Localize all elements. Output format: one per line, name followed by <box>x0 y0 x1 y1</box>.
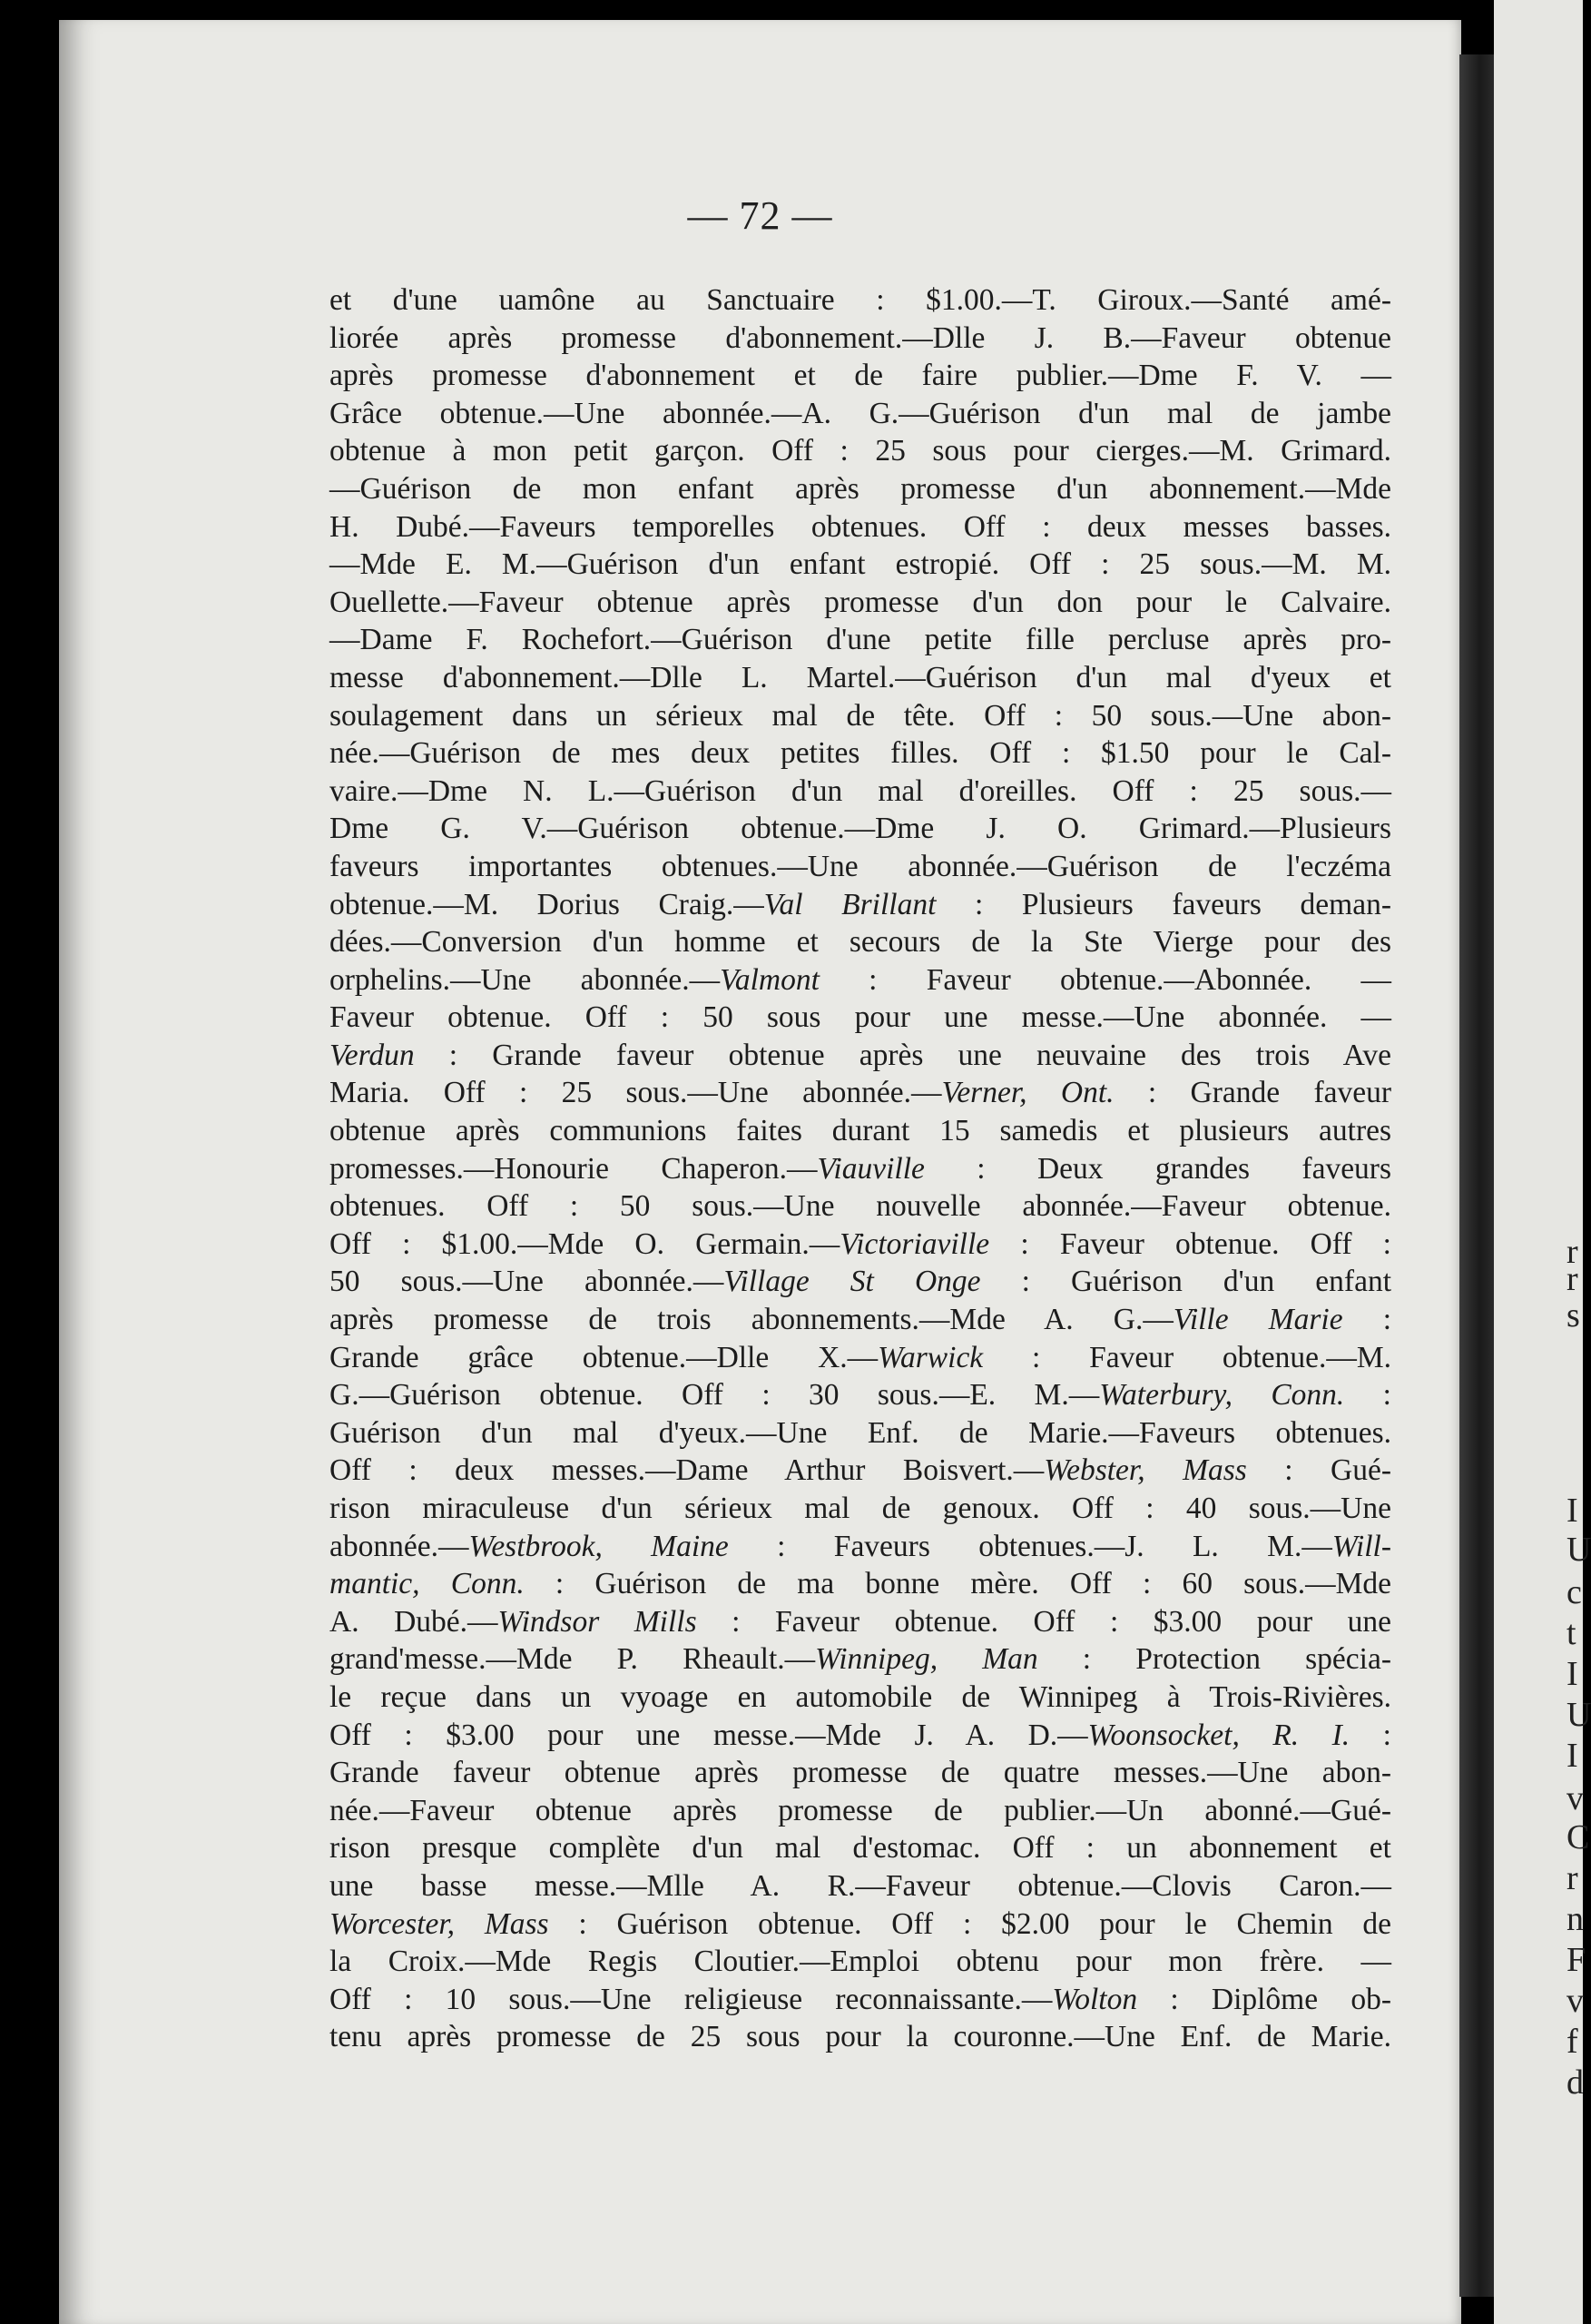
text-line: Grande faveur obtenue après promesse de quatre messes.—Une abon- <box>329 1756 1391 1790</box>
text-line: Guérison d'un mal d'yeux.—Une Enf. de Marie.—Faveurs obtenues. <box>329 1415 1391 1450</box>
text-line: A. Dubé.—Windsor Mills : Faveur obtenue. Off : $3.00 pour une <box>329 1604 1391 1639</box>
next-page-fragment: r <box>1566 1859 1578 1897</box>
text-line: 50 sous.—Une abonnée.—Village St Onge : Guérison d'un enfant <box>329 1265 1391 1299</box>
text-line: liorée après promesse d'abonnement.—Dlle J. B.—Faveur obtenue <box>329 320 1391 355</box>
text-line: messe d'abonnement.—Dlle L. Martel.—Guérison d'un mal d'yeux et <box>329 660 1391 694</box>
text-line: faveurs importantes obtenues.—Une abonnée.—Guérison de l'eczéma <box>329 849 1391 883</box>
text-line: G.—Guérison obtenue. Off : 30 sous.—E. M.—Waterbury, Conn. : <box>329 1378 1391 1413</box>
next-page-fragment: U <box>1566 1531 1591 1569</box>
next-page-fragment: f <box>1566 2023 1578 2061</box>
text-line: abonnée.—Westbrook, Maine : Faveurs obtenues.—J. L. M.—Will- <box>329 1529 1391 1563</box>
text-line: Worcester, Mass : Guérison obtenue. Off : $2.00 pour le Chemin de <box>329 1906 1391 1941</box>
text-line: Grande grâce obtenue.—Dlle X.—Warwick : Faveur obtenue.—M. <box>329 1340 1392 1374</box>
next-page-fragment: t <box>1566 1614 1576 1652</box>
text-line: après promesse de trois abonnements.—Mde A. G.—Ville Marie : <box>329 1303 1392 1337</box>
text-line: dées.—Conversion d'un homme et secours de la Ste Vierge pour des <box>329 925 1391 960</box>
text-line: tenu après promesse de 25 sous pour la couronne.—Une Enf. de Marie. <box>329 2020 1391 2054</box>
text-line: le reçue dans un vyoage en automobile de Winnipeg à Trois-Rivières. <box>329 1679 1391 1714</box>
text-line: rison miraculeuse d'un sérieux mal de genoux. Off : 40 sous.—Une <box>329 1492 1391 1525</box>
text-line: et d'une uamône au Sanctuaire : $1.00.—T. Giroux.—Santé amé- <box>329 283 1391 317</box>
text-line: rison presque complète d'un mal d'estomac. Off : un abonnement et <box>329 1831 1391 1866</box>
page-number: — 72 — <box>687 193 833 238</box>
text-line: soulagement dans un sérieux mal de tête. Off : 50 sous.—Une abon- <box>329 698 1391 733</box>
next-page-fragment: c <box>1566 1573 1582 1611</box>
text-line: obtenues. Off : 50 sous.—Une nouvelle abonnée.—Faveur obtenue. <box>329 1189 1391 1224</box>
next-page-fragment: I <box>1566 1737 1578 1775</box>
text-line: née.—Faveur obtenue après promesse de publier.—Un abonné.—Gué- <box>329 1793 1391 1827</box>
text-line: Off : $3.00 pour une messe.—Mde J. A. D.—Woonsocket, R. I. : <box>329 1718 1391 1752</box>
next-page-fragment: n <box>1566 1900 1584 1938</box>
text-line: une basse messe.—Mlle A. R.—Faveur obtenue.—Clovis Caron.— <box>329 1868 1391 1903</box>
book-page <box>59 20 1461 2324</box>
next-page-fragment: d <box>1566 2063 1584 2102</box>
text-line: —Mde E. M.—Guérison d'un enfant estropié. Off : 25 sous.—M. M. <box>329 547 1391 582</box>
text-line: Ouellette.—Faveur obtenue après promesse d'un don pour le Calvaire. <box>329 585 1391 619</box>
text-line: H. Dubé.—Faveurs temporelles obtenues. Off : deux messes basses. <box>329 509 1391 544</box>
next-page-fragment: v <box>1566 1982 1584 2020</box>
next-page-fragment: I <box>1566 1655 1578 1693</box>
text-line: Off : $1.00.—Mde O. Germain.—Victoriaville : Faveur obtenue. Off : <box>329 1226 1391 1261</box>
text-line: vaire.—Dme N. L.—Guérison d'un mal d'oreilles. Off : 25 sous.— <box>329 773 1391 808</box>
next-page-fragment: s <box>1566 1296 1580 1334</box>
text-line: grand'messe.—Mde P. Rheault.—Winnipeg, Man : Protection spécia- <box>329 1642 1391 1677</box>
next-page-fragment: C <box>1566 1818 1590 1856</box>
next-page-fragment: I <box>1566 1492 1578 1530</box>
text-line: Off : 10 sous.—Une religieuse reconnaissante.—Wolton : Diplôme ob- <box>329 1982 1391 2016</box>
text-line: obtenue à mon petit garçon. Off : 25 sous pour cierges.—M. Grimard. <box>329 434 1391 468</box>
text-line: —Guérison de mon enfant après promesse d'un abonnement.—Mde <box>329 471 1391 506</box>
book-spine <box>1459 54 1494 2297</box>
text-line: promesses.—Honourie Chaperon.—Viauville : Deux grandes faveurs <box>329 1151 1392 1186</box>
next-page-fragment: r <box>1566 1260 1578 1298</box>
text-line: née.—Guérison de mes deux petites filles. Off : $1.50 pour le Cal- <box>329 736 1391 771</box>
text-line: Faveur obtenue. Off : 50 sous pour une messe.—Une abonnée. — <box>329 1000 1391 1035</box>
next-page-fragment: v <box>1566 1779 1584 1817</box>
next-page-fragment: F <box>1566 1941 1586 1979</box>
next-page-fragment: r <box>1566 1233 1578 1271</box>
text-line: Grâce obtenue.—Une abonnée.—A. G.—Guérison d'un mal de jambe <box>329 396 1391 430</box>
text-line: mantic, Conn. : Guérison de ma bonne mère. Off : 60 sous.—Mde <box>329 1567 1391 1601</box>
text-line: la Croix.—Mde Regis Cloutier.—Emploi obtenu pour mon frère. — <box>329 1945 1391 1979</box>
text-line: Maria. Off : 25 sous.—Une abonnée.—Verner, Ont. : Grande faveur <box>329 1076 1392 1110</box>
next-page-edge <box>1494 0 1591 2324</box>
body-text <box>329 281 1391 2056</box>
next-page-fragment: U <box>1566 1696 1591 1734</box>
text-line: obtenue après communions faites durant 15 samedis et plusieurs autres <box>329 1114 1391 1148</box>
text-line: obtenue.—M. Dorius Craig.—Val Brillant : Plusieurs faveurs deman- <box>329 887 1391 921</box>
text-line: orphelins.—Une abonnée.—Valmont : Faveur obtenue.—Abonnée. — <box>329 962 1391 997</box>
text-line: après promesse d'abonnement et de faire publier.—Dme F. V. — <box>329 359 1391 393</box>
text-line: Off : deux messes.—Dame Arthur Boisvert.—Webster, Mass : Gué- <box>329 1453 1392 1488</box>
text-line: Verdun : Grande faveur obtenue après une neuvaine des trois Ave <box>329 1038 1391 1072</box>
text-line: Dme G. V.—Guérison obtenue.—Dme J. O. Grimard.—Plusieurs <box>329 812 1391 846</box>
text-line: —Dame F. Rochefort.—Guérison d'une petite fille percluse après pro- <box>329 623 1391 657</box>
